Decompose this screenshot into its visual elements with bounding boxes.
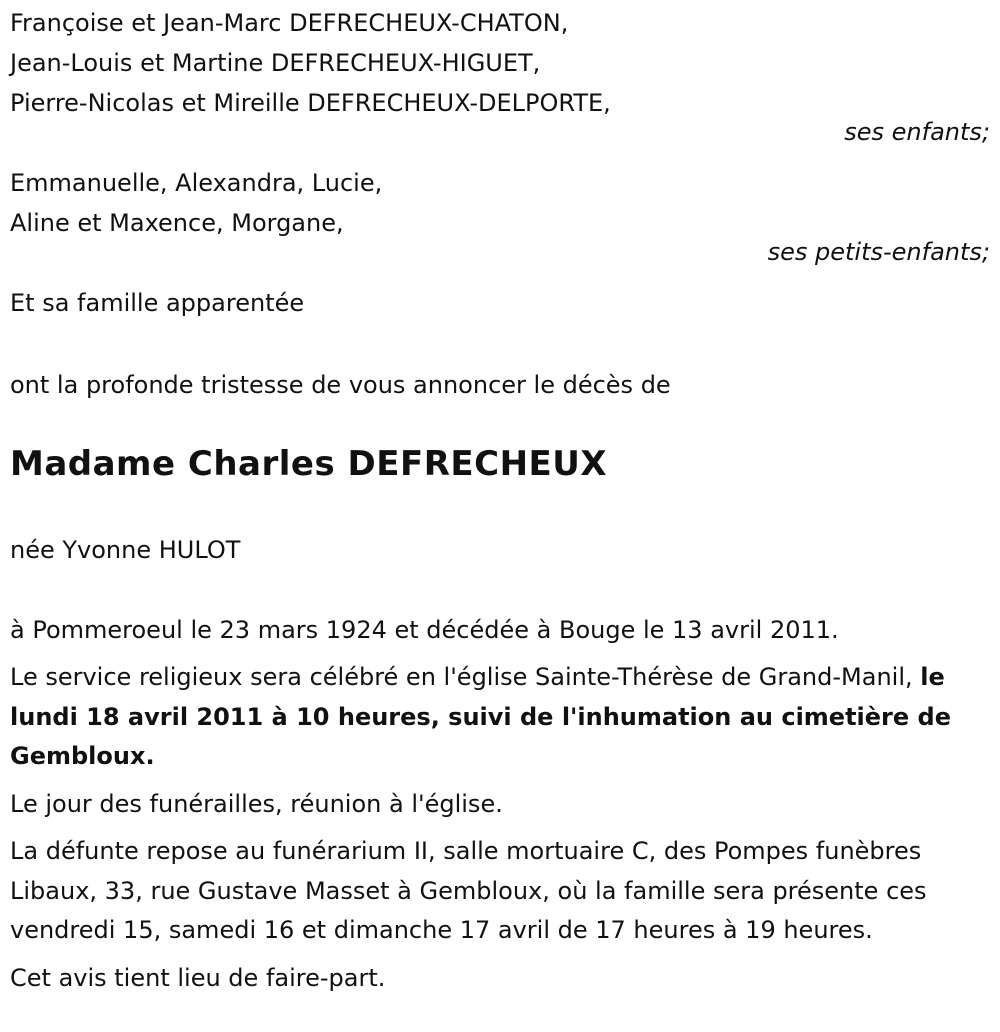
service-intro: Le service religieux sera célébré en l'église Sainte-Thérèse de Grand-Manil, [10,663,921,691]
child-couple-3: Pierre-Nicolas et Mireille DEFRECHEUX-DELPORTE, [10,89,611,117]
service-details-bold: le lundi 18 avril 2011 à 10 heures, suivi de l'inhumation au cimetière de Gembloux. [10,663,951,770]
birth-death-details: à Pommeroeul le 23 mars 1924 et décédée à Bouge le 13 avril 2011. [10,616,839,644]
closing-paragraph: Cet avis tient lieu de faire-part. [10,963,386,992]
child-couple-1: Françoise et Jean-Marc DEFRECHEUX-CHATON, [10,9,569,37]
children-role-label: ses enfants; [844,118,990,146]
child-couple-2: Jean-Louis et Martine DEFRECHEUX-HIGUET, [10,49,541,77]
grandchildren-role-label: ses petits-enfants; [767,238,990,266]
extended-family-line: Et sa famille apparentée [10,289,305,317]
grandchildren-block [10,163,990,266]
children-block [10,3,990,146]
maiden-name: née Yvonne HULOT [10,536,241,564]
visitation-paragraph: La défunte repose au funérarium II, salle mortuaire C, des Pompes funèbres Libaux, 33, rue Gustave Masset à Gembloux, où la famille sera présente ces vendredi 15, samedi 16 et dimanche 17 avril de 17 heures à 19 heures. [10,837,927,944]
spacer [10,323,990,365]
obituary-notice [10,3,990,998]
grandchildren-line-1: Emmanuelle, Alexandra, Lucie, [10,169,383,197]
service-paragraph [10,658,990,777]
meeting-paragraph: Le jour des funérailles, réunion à l'église. [10,789,503,818]
deceased-name: Madame Charles DEFRECHEUX [10,444,608,484]
announcement-text: ont la profonde tristesse de vous annoncer le décès de [10,371,671,399]
grandchildren-line-2: Aline et Maxence, Morgane, [10,209,344,237]
